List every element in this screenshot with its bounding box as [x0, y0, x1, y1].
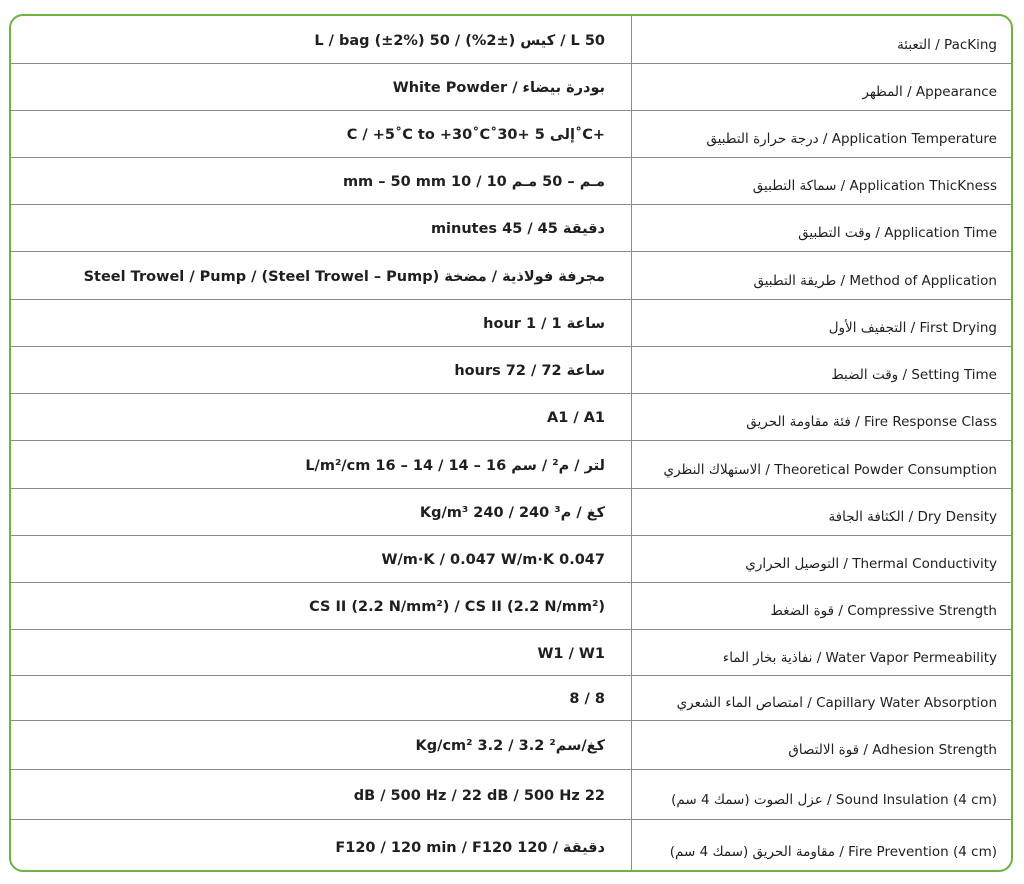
- spec-row-water-vapor-permeability: [11, 630, 1011, 676]
- spec-label: التوصيل الحراري / Thermal Conductivity: [745, 556, 997, 572]
- spec-value: W/m·K / 0.047 W/m·K 0.047: [381, 552, 605, 568]
- spec-label: طريقة التطبيق / Method of Application: [753, 272, 997, 289]
- spec-label: درجة حرارة التطبيق / Application Temperature: [706, 131, 997, 147]
- spec-value: dB / 500 Hz / 22 dB / 500 Hz 22: [353, 787, 605, 804]
- spec-label: نفاذية بخار الماء / Water Vapor Permeability: [722, 649, 997, 666]
- spec-label: فئة مقاومة الحريق / Fire Response Class: [746, 414, 997, 430]
- spec-row-dry-density: [11, 489, 1011, 536]
- spec-row-method-of-application: [11, 252, 1011, 300]
- spec-label: المظهر / Appearance: [862, 84, 997, 100]
- spec-row-application-thickness: [11, 158, 1011, 205]
- spec-row-application-temperature: [11, 111, 1011, 158]
- spec-row-capillary-water-absorption: [11, 676, 1011, 721]
- spec-value: 8 / 8: [569, 691, 605, 707]
- spec-row-setting-time: [11, 347, 1011, 394]
- spec-label: التعبئة / PacKing: [897, 36, 997, 53]
- spec-value: CS II (2.2 N/mm²) / CS II (2.2 N/mm²): [309, 599, 605, 615]
- spec-row-fire-response-class: [11, 394, 1011, 441]
- spec-value: L/m²/cm 16 – 14 / 14 – 16 لتر / م² / سم: [305, 457, 605, 474]
- spec-value: F120 / 120 min / F120 دقيقة / 120: [335, 840, 605, 856]
- spec-row-first-drying: [11, 300, 1011, 347]
- spec-row-appearance: [11, 64, 1011, 111]
- spec-value: Kg/m³ 240 / 240 كغ / م³: [419, 505, 605, 521]
- spec-value: A1 / A1: [546, 410, 605, 426]
- spec-row-thermal-conductivity: [11, 536, 1011, 583]
- spec-label: قوة الضغط / Compressive Strength: [770, 603, 997, 619]
- spec-value: White Powder / بودرة بيضاء: [392, 80, 605, 96]
- spec-label: امتصاص الماء الشعري / Capillary Water Absorption: [676, 695, 997, 711]
- spec-row-compressive-strength: [11, 583, 1011, 630]
- spec-table: [11, 16, 1011, 872]
- spec-label: سماكة التطبيق / Application ThicKness: [752, 178, 997, 194]
- spec-row-theoretical-powder-consumption: [11, 441, 1011, 489]
- spec-label: الاستهلاك النظري / Theoretical Powder Consumption: [663, 461, 997, 478]
- spec-value: hours 72 / 72 ساعة: [454, 363, 605, 379]
- spec-label: وقت الضبط / Setting Time: [831, 367, 997, 383]
- spec-label: مقاومة الحريق (سمك 4 سم) / Fire Prevention (4 cm): [669, 844, 997, 860]
- spec-value: minutes 45 / 45 دقيقة: [430, 221, 605, 237]
- spec-label: قوة الالتصاق / Adhesion Strength: [788, 742, 997, 758]
- spec-table-frame: [9, 14, 1013, 872]
- spec-value: C / +5˚C to +30˚C˚30+ إلى 5˚C+: [346, 127, 605, 143]
- spec-value: Kg/cm² 3.2 / 3.2 كغ/سم²: [415, 738, 605, 754]
- column-divider: [631, 16, 632, 870]
- spec-label: التجفيف الأول / First Drying: [828, 320, 997, 336]
- spec-value: mm – 50 mm 10 / 10 مـم – 50 مـم: [342, 174, 605, 190]
- spec-row-adhesion-strength: [11, 721, 1011, 770]
- spec-value: W1 / W1: [537, 645, 605, 662]
- spec-row-application-time: [11, 205, 1011, 252]
- spec-value: L / bag (±2%) 50 / (%2±) كيس / L 50: [314, 32, 605, 49]
- spec-row-packing: [11, 16, 1011, 64]
- spec-row-sound-insulation: [11, 770, 1011, 820]
- spec-label: الكثافة الجافة / Dry Density: [828, 509, 997, 525]
- spec-label: وقت التطبيق / Application Time: [798, 225, 997, 241]
- spec-value: hour 1 / 1 ساعة: [483, 316, 605, 332]
- spec-row-fire-prevention: [11, 820, 1011, 872]
- spec-value: Steel Trowel / Pump / (Steel Trowel – Pump) مجرفة فولاذية / مضخة: [83, 268, 605, 285]
- spec-label: عزل الصوت (سمك 4 سم) / Sound Insulation (4 cm): [671, 791, 997, 808]
